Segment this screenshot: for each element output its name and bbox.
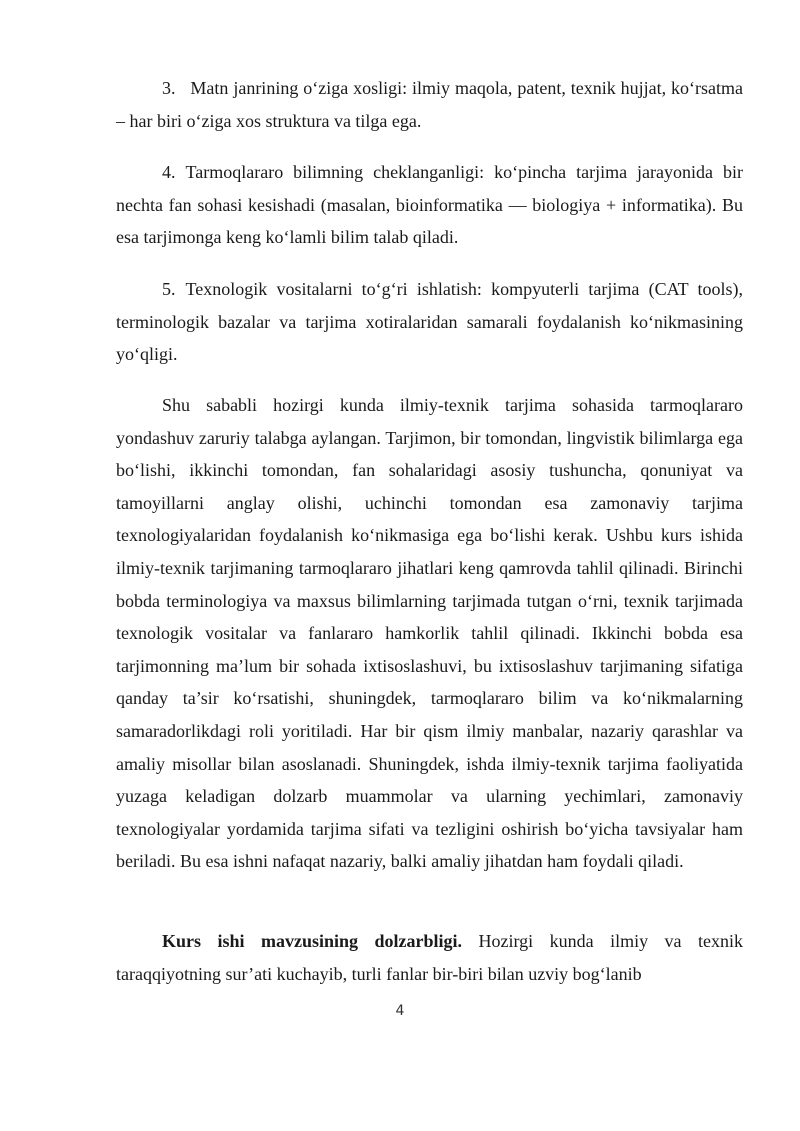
- relevance-text: Hozirgi kunda ilmiy va texnik taraqqiyotning sur’ati kuchayib, turli fanlar bir-biri bilan uzviy bog‘lanib: [116, 931, 743, 984]
- list-item: [116, 72, 743, 137]
- relevance-heading: Kurs ishi mavzusining dolzarbligi.: [162, 931, 462, 951]
- list-item-number: 4.: [162, 162, 176, 182]
- relevance-paragraph: [116, 925, 743, 990]
- list-item-text: Matn janrining o‘ziga xosligi: ilmiy maqola, patent, texnik hujjat, ko‘rsatma – har biri o‘ziga xos struktura va tilga ega.: [116, 78, 744, 131]
- list-item: [116, 156, 743, 254]
- list-item-number: 3.: [162, 78, 176, 98]
- list-item-text: Texnologik vositalarni to‘g‘ri ishlatish: kompyuterli tarjima (CAT tools), terminologik bazalar va tarjima xotiralaridan samarali foydalanish ko‘nikmasining yo‘qligi.: [116, 279, 743, 365]
- page-number: 4: [395, 1003, 405, 1019]
- list-item: [116, 273, 743, 371]
- list-item-text: Tarmoqlararo bilimning cheklanganligi: ko‘pincha tarjima jarayonida bir nechta fan sohasi kesishadi (masalan, bioinformatika — biologiya + informatika). Bu esa tarjimonga keng ko‘lamli bilim talab qiladi.: [116, 162, 743, 248]
- list-item-number: 5.: [162, 279, 176, 299]
- main-paragraph: Shu sababli hozirgi kunda ilmiy-texnik tarjima sohasida tarmoqlararo yondashuv zaruriy talabga aylangan. Tarjimon, bir tomondan, lingvistik bilimlarga ega bo‘lishi, ikkinchi tomondan, fan sohalaridagi asosiy tushuncha, qonuniyat va tamoyillarni anglay olishi, uchinchi tomondan esa zamonaviy tarjima texnologiyalaridan foydalanish ko‘nikmasiga ega bo‘lishi kerak. Ushbu kurs ishida ilmiy-texnik tarjimaning tarmoqlararo jihatlari keng qamrovda tahlil qilinadi. Birinchi bobda terminologiya va maxsus bilimlarning tarjimada tutgan o‘rni, texnik tarjimada texnologik vositalar va fanlararo hamkorlik tahlil qilinadi. Ikkinchi bobda esa tarjimonning ma’lum bir sohada ixtisoslashuvi, bu ixtisoslashuv tarjimaning sifatiga qanday ta’sir ko‘rsatishi, shuningdek, tarmoqlararo bilim va ko‘nikmalarning samaradorlikdagi roli yoritiladi. Har bir qism ilmiy manbalar, nazariy qarashlar va amaliy misollar bilan asoslanadi. Shuningdek, ishda ilmiy-texnik tarjima faoliyatida yuzaga keladigan dolzarb muammolar va ularning yechimlari, zamonaviy texnologiyalar yordamida tarjima sifati va tezligini oshirish bo‘yicha tavsiyalar ham beriladi. Bu esa ishni nafaqat nazariy, balki amaliy jihatdan ham foydali qiladi.: [116, 395, 743, 872]
